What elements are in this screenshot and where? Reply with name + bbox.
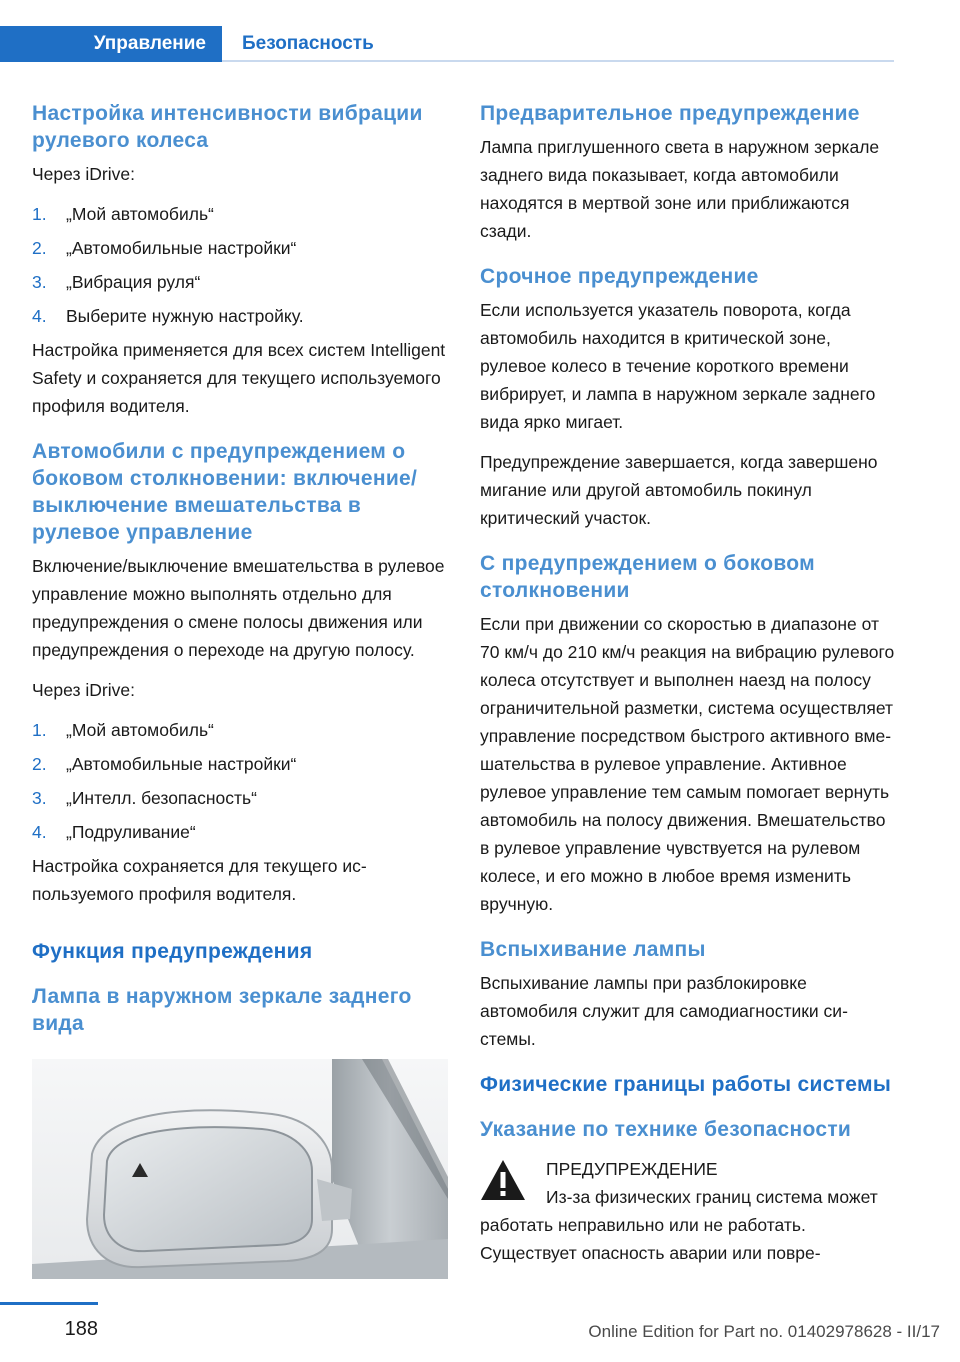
section-tab-safety[interactable]: Безопасность xyxy=(242,33,374,54)
list-item: 1. „Мой автомобиль“ xyxy=(32,720,214,740)
paragraph-steering-intervention: Включение/выключение вмешательства в рулевое управление можно выполнять отдельно для предупреждения о смене полосы движения или предупреждения о переходе на другую полосу. xyxy=(32,556,445,660)
list-item: 2. „Автомобильные настройки“ xyxy=(32,238,297,258)
paragraph-settings-saved: Настройка сохраняется для текущего используемого профиля водителя. xyxy=(32,856,367,904)
heading-safety-note: Указание по технике безопасности xyxy=(480,1118,852,1141)
list-item: 3. „Вибрация руля“ xyxy=(32,272,201,292)
page-header xyxy=(0,0,960,64)
list-item: 4. „Подруливание“ xyxy=(32,822,196,842)
paragraph-lamp-flash: Вспыхивание лампы при разблокировке автомобиля служит для самодиагностики системы. xyxy=(480,973,848,1049)
mirror-illustration xyxy=(32,1059,448,1279)
heading-mirror-lamp: Лампа в наружном зеркале заднего вида xyxy=(32,985,412,1035)
header-divider xyxy=(222,60,894,62)
page-number: 188 xyxy=(64,1318,98,1340)
idrive-intro-1: Через iDrive: xyxy=(32,164,135,184)
paragraph-warning-ends: Предупреждение завершается, когда завершено мигание или другой автомобиль покинул критический участок. xyxy=(480,452,878,528)
heading-side-collision: Автомобили с предупреждением о боковом столкновении: включение/выключение вмешательства в рулевое управление xyxy=(32,440,418,544)
heading-pre-warning: Предварительное предупреждение xyxy=(480,102,860,125)
heading-lamp-flash: Вспыхивание лампы xyxy=(480,938,706,961)
footer-edition: Online Edition for Part no. 01402978628 - II/17 xyxy=(588,1322,940,1341)
warning-text: Из-за физических границ система может работать неправильно или не работать. Существует опасность аварии или повре- xyxy=(480,1187,878,1263)
footer-accent-bar xyxy=(0,1302,98,1305)
list-item: 2. „Автомобильные настройки“ xyxy=(32,754,297,774)
heading-side-collision-right: С предупреждением о боковом столкновении xyxy=(480,552,815,602)
paragraph-settings-applied: Настройка применяется для всех систем Intelligent Safety и сохраняется для текущего используемого профиля водителя. xyxy=(32,340,446,416)
paragraph-pre-warning: Лампа приглушенного света в наружном зеркале заднего вида показывает, когда автомобили находятся в мертвой зоне или приближаются сзади. xyxy=(480,137,880,241)
idrive-intro-2: Через iDrive: xyxy=(32,680,135,700)
steps-list-2 xyxy=(32,716,448,846)
heading-vibration-intensity: Настройка интенсивности вибрации рулевого колеса xyxy=(32,102,423,152)
list-item: 4. Выберите нужную настройку. xyxy=(32,306,304,326)
paragraph-side-collision: Если при движении со скоростью в диапазоне от 70 км/ч до 210 км/ч реакция на вибрацию рулевого колеса отсутствует и выполнен наезд на полосу ограничительной разметки, система осуществляет управление посредством быстрого активного вмешательства в рулевое управление. Активное рулевое управление тем самым помогает вернуть автомобиль на полосу движения. Вмешательство в рулевое управление чувствуется на рулевом колесе, и его можно в любое время изменить вручную. xyxy=(480,614,895,914)
list-item: 3. „Интелл. безопасность“ xyxy=(32,788,257,808)
list-item: 1. „Мой автомобиль“ xyxy=(32,204,214,224)
paragraph-urgent-warning: Если используется указатель поворота, когда автомобиль находится в критической зоне, рулевое колесо в течение короткого времени вибрирует, и лампа в наружном зеркале заднего вида ярко мигает. xyxy=(480,300,876,432)
warning-triangle-icon xyxy=(480,1159,526,1201)
warning-title: ПРЕДУПРЕЖДЕНИЕ xyxy=(546,1159,718,1179)
steps-list-1 xyxy=(32,200,448,330)
section-tab-control[interactable]: Управление xyxy=(0,26,222,62)
right-column xyxy=(480,100,896,1267)
left-column xyxy=(32,100,448,1279)
heading-system-limits: Физические границы работы системы xyxy=(480,1073,892,1096)
heading-urgent-warning: Срочное предупреждение xyxy=(480,265,759,288)
heading-warning-function: Функция предупреждения xyxy=(32,940,313,963)
mirror-illustration-svg xyxy=(32,1059,448,1279)
warning-block xyxy=(480,1155,896,1183)
